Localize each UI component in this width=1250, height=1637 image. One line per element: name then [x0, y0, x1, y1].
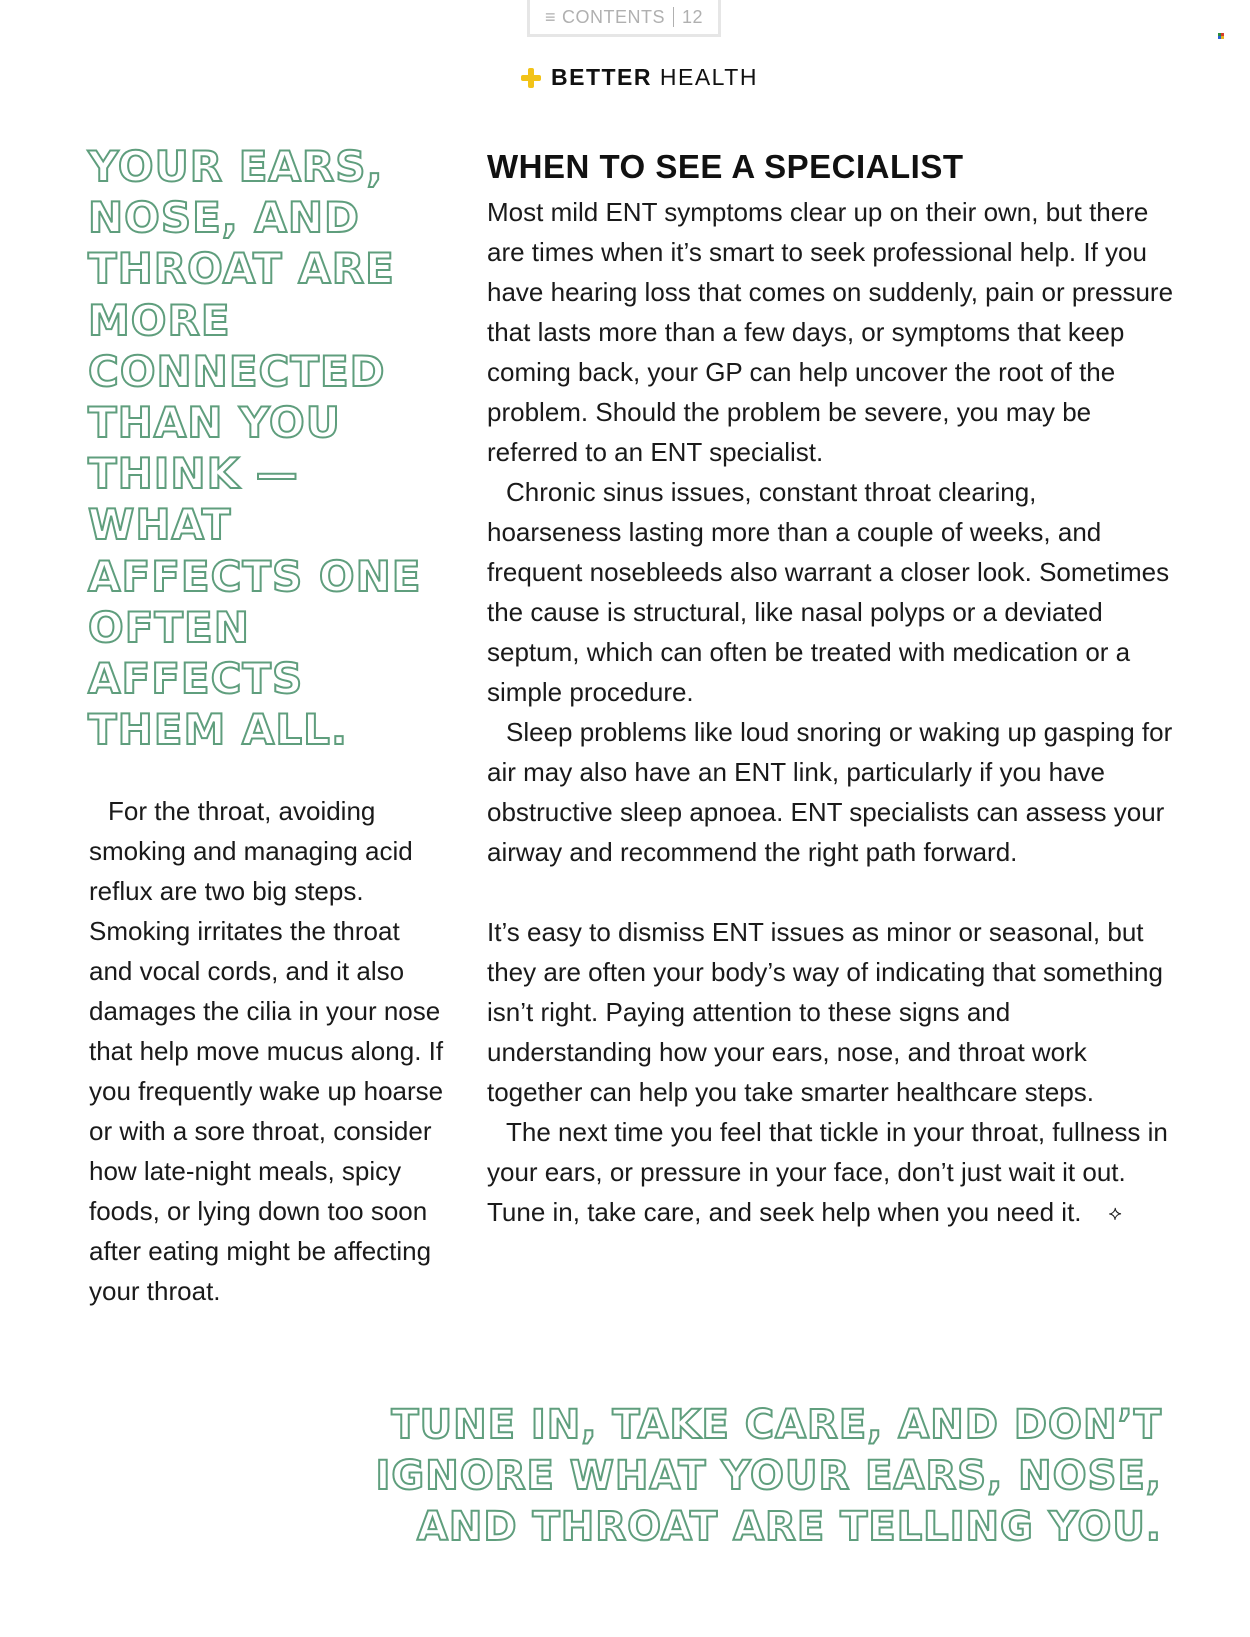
- pull-quote-bottom: TUNE IN, TAKE CARE, AND DON’T IGNORE WHAT YOUR EARS, NOSE, AND THROAT ARE TELLING YOU.: [375, 1402, 1162, 1550]
- right-column: [487, 142, 1177, 1232]
- plus-icon: [521, 68, 541, 88]
- pull-quote-left: YOUR EARS, NOSE, AND THROAT ARE MORE CONNECTED THAN YOU THINK — WHAT AFFECTS ONE OFTEN AFFECTS THEM ALL.: [88, 142, 422, 755]
- nav-divider: [673, 7, 674, 27]
- paragraph-5-text: The next time you feel that tickle in your throat, fullness in your ears, or pressure in your face, don’t just wait it out. Tune in, take care, and seek help when you need it.: [487, 1117, 1168, 1227]
- paragraph-1: Most mild ENT symptoms clear up on their own, but there are times when it’s smart to seek professional help. If you have hearing loss that comes on suddenly, pain or pressure that lasts more than a few days, or symptoms that keep coming back, your GP can help uncover the root of the problem. Should the problem be severe, you may be referred to an ENT specialist.: [487, 197, 1174, 467]
- article-end-icon: ⯎: [1108, 1204, 1122, 1225]
- hamburger-icon: ≡: [544, 6, 556, 27]
- paragraph-4: It’s easy to dismiss ENT issues as minor or seasonal, but they are often your body’s way of indicating that something isn’t right. Paying attention to these signs and understanding how your ears, nose, and throat work together can help you take smarter healthcare steps.: [487, 917, 1163, 1107]
- paragraph-gap: [487, 872, 1177, 912]
- section-title-bold: BETTER: [551, 64, 652, 90]
- paragraph-2: Chronic sinus issues, constant throat clearing, hoarseness lasting more than a couple of weeks, and frequent nosebleeds also warrant a closer look. Sometimes the cause is structural, like nasal polyps or a deviated septum, which can often be treated with medication or a simple procedure.: [487, 477, 1170, 707]
- contents-label: CONTENTS: [561, 6, 665, 27]
- section-title-light: HEALTH: [659, 64, 758, 90]
- section-header: [521, 64, 758, 91]
- paragraph-3: Sleep problems like loud snoring or waking up gasping for air may also have an ENT link, particularly if you have obstructive sleep apnoea. ENT specialists can assess your airway and recommend the right path forward.: [487, 717, 1173, 867]
- left-column-paragraph: For the throat, avoiding smoking and managing acid reflux are two big steps. Smoking irritates the throat and vocal cords, and it also damages the cilia in your nose that help move mucus along. If you frequently wake up hoarse or with a sore throat, consider how late-night meals, spicy foods, or lying down too soon after eating might be affecting your throat.: [89, 796, 444, 1306]
- paragraph-5: [487, 1112, 1177, 1232]
- contents-nav-button[interactable]: [527, 0, 721, 37]
- page-number: 12: [681, 6, 704, 27]
- specialist-heading: WHEN TO SEE A SPECIALIST: [487, 148, 964, 185]
- corner-color-mark: [1218, 33, 1224, 39]
